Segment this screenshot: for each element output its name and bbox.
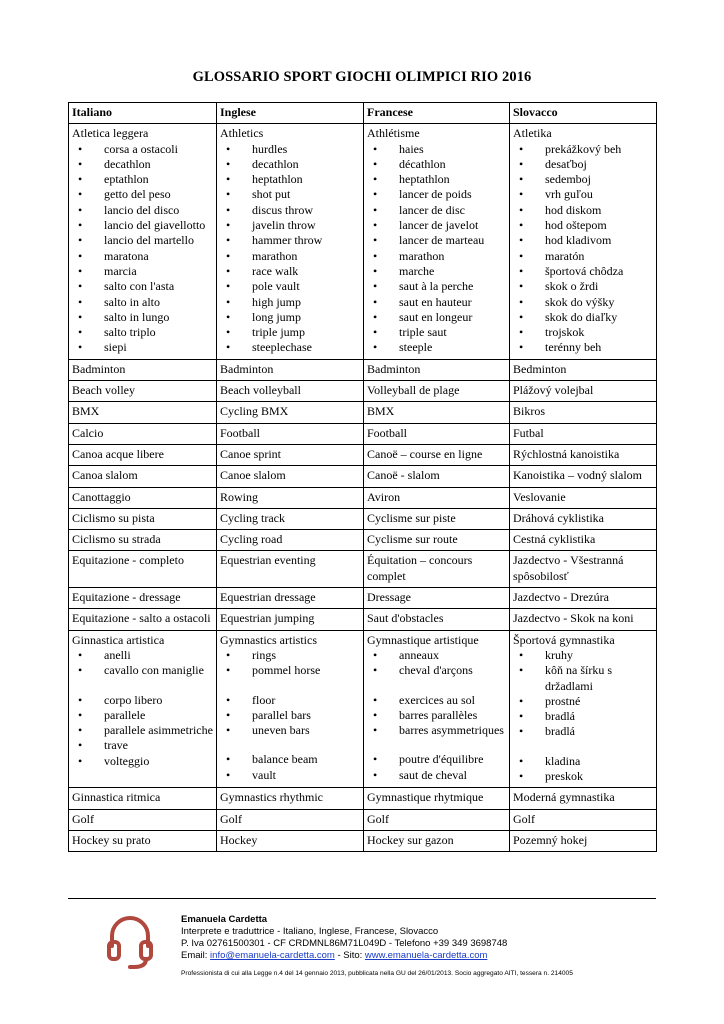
cell-inglese bbox=[217, 402, 364, 423]
table-row bbox=[69, 588, 657, 609]
cell-italiano bbox=[69, 423, 217, 444]
cell-slovacco bbox=[510, 508, 657, 529]
cell-inglese bbox=[217, 423, 364, 444]
list-item: • uneven bars bbox=[220, 723, 360, 738]
term-francese: Golf bbox=[367, 811, 389, 826]
cell-slovacco bbox=[510, 609, 657, 630]
term-italiano: Equitazione - dressage bbox=[72, 590, 181, 605]
term-slovacco: Moderná gymnastika bbox=[513, 790, 615, 805]
cell-slovacco bbox=[510, 809, 657, 830]
list-item: • pole vault bbox=[220, 279, 360, 294]
table-row bbox=[69, 809, 657, 830]
term-inglese: Canoe slalom bbox=[220, 468, 286, 483]
cell-slovacco bbox=[510, 359, 657, 380]
term-inglese: Canoe sprint bbox=[220, 446, 281, 461]
term-francese: Football bbox=[367, 425, 408, 440]
list-item: • kôň na šírku s držadlami bbox=[513, 663, 653, 694]
term-slovacco: Cestná cyklistika bbox=[513, 532, 596, 547]
list-item: • heptathlon bbox=[367, 172, 506, 187]
header-slovacco: Slovacco bbox=[510, 103, 657, 124]
cell-italiano bbox=[69, 530, 217, 551]
list-item: • poutre d'équilibre bbox=[367, 752, 506, 767]
term-italiano: Golf bbox=[72, 811, 94, 826]
list-item: • saut à la perche bbox=[367, 279, 506, 294]
term-inglese: Football bbox=[220, 425, 261, 440]
headset-logo-icon bbox=[104, 912, 156, 972]
term-slovacco: Jazdectvo - Skok na koni bbox=[513, 611, 634, 626]
cell-francese bbox=[364, 609, 510, 630]
cell-francese bbox=[364, 788, 510, 809]
cell-italiano bbox=[69, 788, 217, 809]
term-italiano: Canottaggio bbox=[72, 489, 131, 504]
cell-italiano bbox=[69, 381, 217, 402]
term-slovacco: Atletika bbox=[513, 126, 552, 141]
term-francese: Hockey sur gazon bbox=[367, 832, 454, 847]
list-item: • hammer throw bbox=[220, 233, 360, 248]
list-item: • siepi bbox=[72, 340, 213, 355]
sub-discipline-list bbox=[367, 648, 506, 783]
list-item: • lancer de poids bbox=[367, 187, 506, 202]
term-francese: Dressage bbox=[367, 590, 411, 605]
cell-francese bbox=[364, 551, 510, 588]
list-item: • marathon bbox=[367, 249, 506, 264]
cell-inglese bbox=[217, 809, 364, 830]
cell-inglese bbox=[217, 609, 364, 630]
term-francese: Saut d'obstacles bbox=[367, 611, 444, 626]
list-item: • marche bbox=[367, 264, 506, 279]
table-row bbox=[69, 381, 657, 402]
cell-slovacco bbox=[510, 444, 657, 465]
term-slovacco: Futbal bbox=[513, 425, 544, 440]
list-item: • parallel bars bbox=[220, 708, 360, 723]
term-francese: Aviron bbox=[367, 489, 401, 504]
cell-francese bbox=[364, 830, 510, 851]
cell-francese bbox=[364, 124, 510, 359]
cell-francese bbox=[364, 588, 510, 609]
term-francese: Gymnastique rhytmique bbox=[367, 790, 484, 805]
list-item: • saut en hauteur bbox=[367, 295, 506, 310]
term-inglese: Hockey bbox=[220, 832, 258, 847]
list-item: • salto in alto bbox=[72, 295, 213, 310]
list-item: • steeple bbox=[367, 340, 506, 355]
list-item: • triple jump bbox=[220, 325, 360, 340]
list-item: • barres parallèles bbox=[367, 708, 506, 723]
term-slovacco: Plážový volejbal bbox=[513, 383, 594, 398]
cell-italiano bbox=[69, 359, 217, 380]
cell-italiano bbox=[69, 444, 217, 465]
list-item: • saut en longeur bbox=[367, 310, 506, 325]
cell-italiano bbox=[69, 630, 217, 788]
sub-discipline-list bbox=[72, 648, 213, 769]
cell-slovacco bbox=[510, 402, 657, 423]
list-item: • preskok bbox=[513, 769, 653, 784]
list-item: • marcia bbox=[72, 264, 213, 279]
cell-italiano bbox=[69, 609, 217, 630]
document-title: GLOSSARIO SPORT GIOCHI OLIMPICI RIO 2016 bbox=[192, 69, 532, 85]
list-item: • decathlon bbox=[72, 157, 213, 172]
list-item: • lancio del giavellotto bbox=[72, 218, 213, 233]
site-label: - Sito: bbox=[337, 950, 363, 961]
list-item: • športová chôdza bbox=[513, 264, 653, 279]
cell-slovacco bbox=[510, 551, 657, 588]
list-item: • sedemboj bbox=[513, 172, 653, 187]
cell-italiano bbox=[69, 466, 217, 487]
term-francese: Canoë – course en ligne bbox=[367, 446, 483, 461]
term-italiano: Hockey su prato bbox=[72, 832, 151, 847]
list-item: • barres asymmetriques bbox=[367, 723, 506, 738]
term-slovacco: Pozemný hokej bbox=[513, 832, 588, 847]
footer-legal-note: Professionista di cui alla Legge n.4 del 14 gennaio 2013, pubblicata nella GU del 26/01/2013. Socio aggregato AITI, tessera n. 214005 bbox=[181, 970, 573, 977]
list-item: • discus throw bbox=[220, 203, 360, 218]
cell-inglese bbox=[217, 630, 364, 788]
list-spacer bbox=[220, 679, 360, 693]
footer-role: Interprete e traduttrice - Italiano, Inglese, Francese, Slovacco bbox=[181, 926, 439, 937]
term-italiano: Ginnastica artistica bbox=[72, 632, 165, 647]
cell-inglese bbox=[217, 381, 364, 402]
term-francese: Cyclisme sur route bbox=[367, 532, 458, 547]
list-item: • race walk bbox=[220, 264, 360, 279]
cell-italiano bbox=[69, 508, 217, 529]
list-item: • décathlon bbox=[367, 157, 506, 172]
sub-discipline-list bbox=[367, 142, 506, 356]
list-item: • rings bbox=[220, 648, 360, 663]
list-item: • pommel horse bbox=[220, 663, 360, 678]
term-slovacco: Bikros bbox=[513, 404, 546, 419]
list-item: • skok do výšky bbox=[513, 295, 653, 310]
list-item: • cavallo con maniglie bbox=[72, 663, 213, 678]
list-item: • lancer de disc bbox=[367, 203, 506, 218]
table-row bbox=[69, 830, 657, 851]
list-item: • hurdles bbox=[220, 142, 360, 157]
term-italiano: Canoa acque libere bbox=[72, 446, 164, 461]
cell-italiano bbox=[69, 124, 217, 359]
term-slovacco: Rýchlostná kanoistika bbox=[513, 446, 620, 461]
term-inglese: Cycling track bbox=[220, 510, 285, 525]
cell-slovacco bbox=[510, 830, 657, 851]
list-item: • lancio del martello bbox=[72, 233, 213, 248]
cell-slovacco bbox=[510, 423, 657, 444]
term-francese: Gymnastique artistique bbox=[367, 632, 479, 647]
sub-discipline-list bbox=[513, 648, 653, 784]
list-item: • lancer de javelot bbox=[367, 218, 506, 233]
cell-italiano bbox=[69, 551, 217, 588]
term-slovacco: Športová gymnastika bbox=[513, 632, 615, 647]
term-italiano: Beach volley bbox=[72, 383, 135, 398]
term-inglese: Rowing bbox=[220, 489, 259, 504]
table-row bbox=[69, 630, 657, 788]
term-italiano: BMX bbox=[72, 404, 100, 419]
header-inglese: Inglese bbox=[217, 103, 364, 124]
cell-francese bbox=[364, 809, 510, 830]
list-item: • skok do diaľky bbox=[513, 310, 653, 325]
cell-slovacco bbox=[510, 381, 657, 402]
list-item: • triple saut bbox=[367, 325, 506, 340]
cell-francese bbox=[364, 487, 510, 508]
table-row bbox=[69, 508, 657, 529]
list-item: • parallele bbox=[72, 708, 213, 723]
term-italiano: Badminton bbox=[72, 361, 126, 376]
cell-inglese bbox=[217, 466, 364, 487]
cell-inglese bbox=[217, 124, 364, 359]
list-item: • balance beam bbox=[220, 752, 360, 767]
list-item: • saut de cheval bbox=[367, 768, 506, 783]
list-item: • salto triplo bbox=[72, 325, 213, 340]
cell-inglese bbox=[217, 359, 364, 380]
table-row bbox=[69, 444, 657, 465]
list-item: • getto del peso bbox=[72, 187, 213, 202]
term-francese: BMX bbox=[367, 404, 395, 419]
term-francese: Équitation – concours complet bbox=[367, 553, 473, 583]
term-inglese: Equestrian jumping bbox=[220, 611, 315, 626]
list-item: • decathlon bbox=[220, 157, 360, 172]
table-body bbox=[69, 124, 657, 852]
cell-slovacco bbox=[510, 788, 657, 809]
table-row bbox=[69, 487, 657, 508]
list-item: • lancer de marteau bbox=[367, 233, 506, 248]
term-italiano: Equitazione - completo bbox=[72, 553, 184, 568]
cell-francese bbox=[364, 381, 510, 402]
list-item: • floor bbox=[220, 693, 360, 708]
list-item: • kruhy bbox=[513, 648, 653, 663]
term-francese: Volleyball de plage bbox=[367, 383, 460, 398]
cell-francese bbox=[364, 466, 510, 487]
list-item: • corpo libero bbox=[72, 693, 213, 708]
term-slovacco: Bedminton bbox=[513, 361, 567, 376]
list-item: • hod oštepom bbox=[513, 218, 653, 233]
table-row bbox=[69, 466, 657, 487]
table-row bbox=[69, 530, 657, 551]
cell-slovacco bbox=[510, 530, 657, 551]
term-italiano: Equitazione - salto a ostacoli bbox=[72, 611, 211, 626]
list-item: • maratona bbox=[72, 249, 213, 264]
term-inglese: Badminton bbox=[220, 361, 274, 376]
cell-francese bbox=[364, 423, 510, 444]
list-spacer bbox=[72, 679, 213, 693]
list-spacer bbox=[367, 679, 506, 693]
list-item: • hod diskom bbox=[513, 203, 653, 218]
list-item: • salto in lungo bbox=[72, 310, 213, 325]
website-link[interactable]: www.emanuela-cardetta.com bbox=[364, 950, 488, 961]
cell-italiano bbox=[69, 402, 217, 423]
cell-italiano bbox=[69, 809, 217, 830]
term-inglese: Cycling road bbox=[220, 532, 283, 547]
term-slovacco: Veslovanie bbox=[513, 489, 566, 504]
list-spacer bbox=[220, 738, 360, 752]
list-item: • parallele asimmetriche bbox=[72, 723, 213, 738]
cell-slovacco bbox=[510, 630, 657, 788]
list-item: • prostné bbox=[513, 694, 653, 709]
list-item: • eptathlon bbox=[72, 172, 213, 187]
footer bbox=[181, 914, 661, 978]
term-inglese: Athletics bbox=[220, 126, 264, 141]
cell-inglese bbox=[217, 588, 364, 609]
list-item: • hod kladivom bbox=[513, 233, 653, 248]
list-item: • trave bbox=[72, 738, 213, 753]
cell-inglese bbox=[217, 830, 364, 851]
cell-inglese bbox=[217, 788, 364, 809]
table-row bbox=[69, 551, 657, 588]
list-spacer bbox=[367, 738, 506, 752]
table-row bbox=[69, 402, 657, 423]
term-italiano: Atletica leggera bbox=[72, 126, 149, 141]
header-italiano: Italiano bbox=[69, 103, 217, 124]
table-row bbox=[69, 609, 657, 630]
list-item: • vault bbox=[220, 768, 360, 783]
term-inglese: Equestrian eventing bbox=[220, 553, 316, 568]
list-spacer bbox=[513, 740, 653, 754]
list-item: • high jump bbox=[220, 295, 360, 310]
list-item: • marathon bbox=[220, 249, 360, 264]
list-item: • maratón bbox=[513, 249, 653, 264]
list-item: • bradlá bbox=[513, 724, 653, 739]
term-inglese: Equestrian dressage bbox=[220, 590, 316, 605]
cell-slovacco bbox=[510, 487, 657, 508]
list-item: • steeplechase bbox=[220, 340, 360, 355]
term-italiano: Ginnastica ritmica bbox=[72, 790, 161, 805]
term-inglese: Cycling BMX bbox=[220, 404, 289, 419]
cell-inglese bbox=[217, 551, 364, 588]
footer-name: Emanuela Cardetta bbox=[181, 914, 268, 925]
list-item: • shot put bbox=[220, 187, 360, 202]
term-francese: Badminton bbox=[367, 361, 421, 376]
cell-inglese bbox=[217, 444, 364, 465]
table-header-row bbox=[69, 103, 657, 124]
email-link[interactable]: info@emanuela-cardetta.com bbox=[210, 950, 335, 961]
sub-discipline-list bbox=[513, 142, 653, 356]
list-item: • anneaux bbox=[367, 648, 506, 663]
cell-italiano bbox=[69, 588, 217, 609]
cell-inglese bbox=[217, 530, 364, 551]
list-item: • corsa a ostacoli bbox=[72, 142, 213, 157]
list-item: • skok o žrdi bbox=[513, 279, 653, 294]
term-inglese: Gymnastics artistics bbox=[220, 632, 317, 647]
cell-francese bbox=[364, 530, 510, 551]
term-slovacco: Jazdectvo - Všestranná spôsobilosť bbox=[513, 553, 624, 583]
cell-inglese bbox=[217, 508, 364, 529]
sub-discipline-list bbox=[72, 142, 213, 356]
list-item: • long jump bbox=[220, 310, 360, 325]
list-item: • lancio del disco bbox=[72, 203, 213, 218]
term-francese: Cyclisme sur piste bbox=[367, 510, 456, 525]
term-slovacco: Jazdectvo - Drezúra bbox=[513, 590, 609, 605]
term-italiano: Calcio bbox=[72, 425, 104, 440]
cell-slovacco bbox=[510, 124, 657, 359]
term-slovacco: Dráhová cyklistika bbox=[513, 510, 604, 525]
term-slovacco: Golf bbox=[513, 811, 535, 826]
list-item: • volteggio bbox=[72, 754, 213, 769]
list-item: • kladina bbox=[513, 754, 653, 769]
footer-contacts bbox=[181, 950, 661, 962]
list-item: • exercices au sol bbox=[367, 693, 506, 708]
table-row bbox=[69, 359, 657, 380]
sub-discipline-list bbox=[220, 142, 360, 356]
footer-vat: P. Iva 02761500301 - CF CRDMNL86M71L049D - Telefono +39 349 3698748 bbox=[181, 938, 508, 949]
list-item: • vrh guľou bbox=[513, 187, 653, 202]
term-italiano: Ciclismo su pista bbox=[72, 510, 155, 525]
table-row bbox=[69, 124, 657, 359]
glossary-table bbox=[68, 102, 657, 852]
cell-francese bbox=[364, 402, 510, 423]
cell-slovacco bbox=[510, 466, 657, 487]
cell-francese bbox=[364, 359, 510, 380]
cell-francese bbox=[364, 508, 510, 529]
term-francese: Athlétisme bbox=[367, 126, 420, 141]
list-item: • salto con l'asta bbox=[72, 279, 213, 294]
cell-inglese bbox=[217, 487, 364, 508]
cell-italiano bbox=[69, 487, 217, 508]
term-italiano: Ciclismo su strada bbox=[72, 532, 161, 547]
term-inglese: Golf bbox=[220, 811, 242, 826]
list-item: • trojskok bbox=[513, 325, 653, 340]
list-item: • haies bbox=[367, 142, 506, 157]
list-item: • prekážkový beh bbox=[513, 142, 653, 157]
cell-francese bbox=[364, 444, 510, 465]
table-row bbox=[69, 423, 657, 444]
list-item: • cheval d'arçons bbox=[367, 663, 506, 678]
term-inglese: Gymnastics rhythmic bbox=[220, 790, 323, 805]
cell-italiano bbox=[69, 830, 217, 851]
list-item: • bradlá bbox=[513, 709, 653, 724]
term-francese: Canoë - slalom bbox=[367, 468, 440, 483]
table-row bbox=[69, 788, 657, 809]
list-item: • terénny beh bbox=[513, 340, 653, 355]
cell-francese bbox=[364, 630, 510, 788]
list-item: • desaťboj bbox=[513, 157, 653, 172]
list-item: • anelli bbox=[72, 648, 213, 663]
footer-divider bbox=[68, 898, 656, 899]
list-item: • heptathlon bbox=[220, 172, 360, 187]
term-slovacco: Kanoistika – vodný slalom bbox=[513, 468, 642, 483]
cell-slovacco bbox=[510, 588, 657, 609]
header-francese: Francese bbox=[364, 103, 510, 124]
email-label: Email: bbox=[181, 950, 208, 961]
term-italiano: Canoa slalom bbox=[72, 468, 138, 483]
sub-discipline-list bbox=[220, 648, 360, 783]
term-inglese: Beach volleyball bbox=[220, 383, 301, 398]
list-item: • javelin throw bbox=[220, 218, 360, 233]
